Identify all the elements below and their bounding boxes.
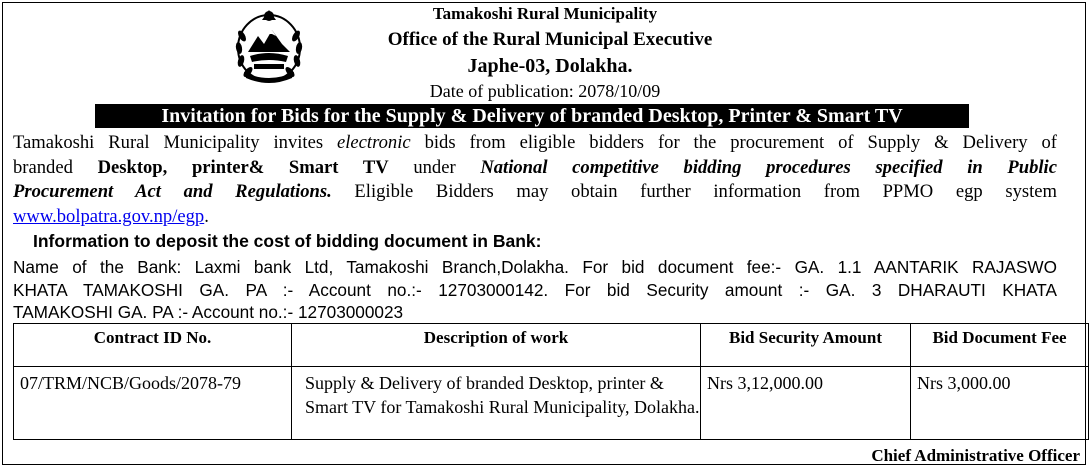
municipality-name: Tamakoshi Rural Municipality — [432, 4, 658, 23]
invitation-line-1: Tamakoshi Rural Municipality invites electronic bids from eligible bidders for the procurement of Supply & Delivery of — [13, 132, 1058, 153]
invitation-line-4: www.bolpatra.gov.np/egp. — [13, 205, 209, 227]
signoff-title: Chief Administrative Officer — [871, 446, 1080, 465]
invitation-line-2: branded Desktop, printer& Smart TV under National competitive bidding procedures specified in Public — [13, 156, 1057, 178]
bank-info-line-1: Name of the Bank: Laxmi bank Ltd, Tamakoshi Branch,Dolakha. For bid document fee:- GA. 1.1 AANTARIK RAJASWO — [13, 257, 1057, 277]
electronic-emphasis: electronic — [337, 132, 411, 153]
column-header-contract-id: Contract ID No. — [14, 324, 292, 367]
bank-info-line-2: KHATA TAMAKOSHI GA. PA :- Account no.:- 12703000142. For bid Security amount :- GA. 3 DHARAUTI KHATA — [13, 279, 1057, 300]
invitation-line-3: Procurement Act and Regulations. Eligible Bidders may obtain further information from PPMO egp system — [13, 181, 1057, 202]
table-row — [14, 367, 1089, 440]
document-fee-cell: Nrs 3,000.00 — [911, 367, 1089, 440]
egp-link[interactable]: www.bolpatra.gov.np/egp — [13, 205, 205, 227]
procedure-emphasis: National competitive bidding procedures specified in Public — [480, 156, 1057, 178]
office-name: Office of the Rural Municipal Executive — [387, 29, 713, 50]
description-cell: Supply & Delivery of branded Desktop, printer & Smart TV for Tamakoshi Rural Municipality, Dolakha. — [292, 367, 701, 440]
publication-date: Date of publication: 2078/10/09 — [429, 81, 661, 101]
notice-title-banner: Invitation for Bids for the Supply & Delivery of branded Desktop, Printer & Smart TV — [95, 104, 969, 128]
bid-table — [13, 323, 1089, 440]
contract-id-cell: 07/TRM/NCB/Goods/2078-79 — [14, 367, 292, 440]
bank-info-heading: Information to deposit the cost of bidding document in Bank: — [33, 231, 542, 251]
act-emphasis: Procurement Act and Regulations. — [13, 181, 332, 202]
invitation-paragraph — [13, 131, 1057, 229]
table-header-row — [14, 324, 1089, 367]
column-header-bid-security: Bid Security Amount — [701, 324, 911, 367]
bid-security-cell: Nrs 3,12,000.00 — [701, 367, 911, 440]
column-header-document-fee: Bid Document Fee — [911, 324, 1089, 367]
office-address: Japhe-03, Dolakha. — [467, 55, 633, 77]
column-header-description: Description of work — [292, 324, 701, 367]
bank-info-line-3: TAMAKOSHI GA. PA :- Account no.:- 12703000023 — [13, 302, 404, 322]
items-emphasis: Desktop, printer& Smart TV — [97, 156, 389, 178]
bank-info-text — [13, 256, 1057, 324]
